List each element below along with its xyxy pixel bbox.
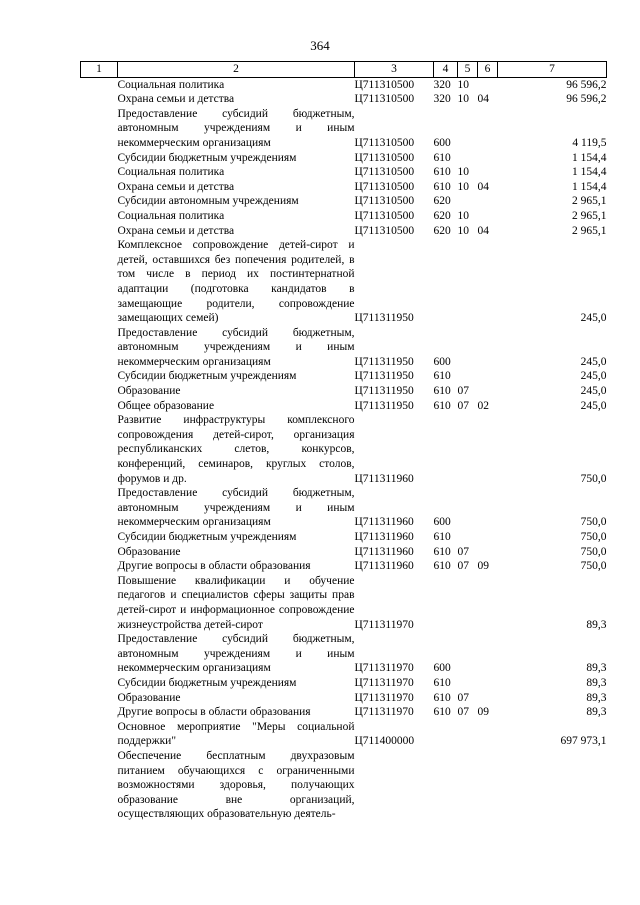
target-code-cell: Ц711310500 — [354, 151, 415, 164]
amount-cell: 89,3 — [586, 618, 607, 631]
row-number-cell — [81, 691, 118, 706]
target-code-cell: Ц711311960 — [354, 560, 414, 573]
amount-cell: 2 965,1 — [572, 195, 607, 208]
item-name-cell: Предоставление субсидий бюджетным, автономным учреждениям и иным некоммерческим организациям — [117, 326, 355, 368]
expense-group-cell: 320 — [433, 93, 451, 106]
section-cell — [458, 720, 478, 749]
target-code-cell: Ц711311950 — [354, 399, 414, 412]
target-code-cell: Ц711310500 — [354, 195, 415, 208]
row-number-cell — [81, 151, 118, 166]
table-row — [81, 399, 607, 414]
target-code-cell: Ц711311950 — [354, 355, 414, 368]
subsection-cell — [478, 486, 498, 530]
section-cell: 07 — [457, 706, 469, 719]
column-header: 5 — [458, 62, 478, 78]
item-name-cell: Предоставление субсидий бюджетным, автономным учреждениям и иным некоммерческим организациям — [117, 487, 355, 529]
amount-cell: 2 965,1 — [572, 224, 607, 237]
expense-group-cell: 620 — [433, 195, 451, 208]
target-code-cell: Ц711311960 — [354, 516, 414, 529]
table-row — [81, 209, 607, 224]
column-header: 4 — [434, 62, 458, 78]
amount-cell — [498, 749, 607, 822]
subsection-cell — [478, 151, 498, 166]
row-number-cell — [81, 720, 118, 749]
target-code-cell: Ц711400000 — [354, 735, 415, 748]
item-name-cell: Субсидии бюджетным учреждениям — [117, 676, 297, 689]
amount-cell: 1 154,4 — [572, 151, 607, 164]
section-cell: 07 — [457, 399, 469, 412]
item-name-cell: Обеспечение бесплатным двухразовым питанием обучающихся с ограниченными возможностями здоровья, получающих образование вне организаций, осуществляющих образовательную деятель- — [117, 749, 355, 821]
row-number-cell — [81, 705, 118, 720]
column-header: 6 — [478, 62, 498, 78]
amount-cell: 89,3 — [586, 706, 607, 719]
expense-group-cell: 600 — [433, 662, 451, 675]
row-number-cell — [81, 238, 118, 326]
item-name-cell: Субсидии бюджетным учреждениям — [117, 531, 297, 543]
section-cell: 10 — [457, 224, 469, 237]
amount-cell: 245,0 — [580, 312, 607, 325]
expense-group-cell: 610 — [433, 560, 451, 573]
target-code-cell: Ц711311950 — [354, 385, 414, 398]
item-name-cell: Социальная политика — [117, 78, 225, 91]
target-code-cell: Ц711310500 — [354, 180, 415, 193]
row-number-cell — [81, 77, 118, 92]
budget-table — [80, 61, 607, 822]
table-row — [81, 676, 607, 691]
section-cell: 10 — [457, 78, 469, 91]
expense-group-cell: 600 — [433, 516, 451, 529]
target-code-cell: Ц711311950 — [354, 370, 414, 383]
row-number-cell — [81, 486, 118, 530]
subsection-cell: 09 — [477, 560, 489, 573]
amount-cell: 89,3 — [586, 676, 607, 689]
subsection-cell — [478, 369, 498, 384]
table-row — [81, 691, 607, 706]
row-number-cell — [81, 574, 118, 632]
row-number-cell — [81, 676, 118, 691]
expense-group-cell: 610 — [433, 706, 451, 719]
amount-cell: 89,3 — [586, 662, 607, 675]
expense-group-cell: 610 — [433, 370, 451, 383]
table-row — [81, 749, 607, 822]
column-header: 1 — [81, 62, 118, 78]
amount-cell: 245,0 — [580, 355, 607, 368]
item-name-cell: Субсидии бюджетным учреждениям — [117, 151, 297, 164]
expense-group-cell: 610 — [433, 180, 451, 193]
expense-group-cell — [434, 574, 458, 632]
table-row — [81, 326, 607, 370]
item-name-cell: Социальная политика — [117, 209, 225, 222]
item-name-cell: Комплексное сопровождение детей-сирот и детей, оставшихся без попечения родителей, в том числе в период их постинтернатной адаптации (подготовка кандидатов в замещающие родители, сопровождение замещающих семей) — [117, 239, 355, 325]
subsection-cell — [478, 676, 498, 691]
expense-group-cell — [434, 720, 458, 749]
subsection-cell: 09 — [477, 706, 489, 719]
table-header-row — [81, 62, 607, 78]
row-number-cell — [81, 632, 118, 676]
amount-cell: 697 973,1 — [560, 735, 607, 748]
target-code-cell: Ц711310500 — [354, 209, 415, 222]
target-code-cell: Ц711311970 — [354, 662, 414, 675]
amount-cell: 245,0 — [580, 370, 607, 383]
expense-group-cell: 610 — [433, 166, 451, 179]
table-row — [81, 559, 607, 574]
item-name-cell: Социальная политика — [117, 166, 225, 179]
amount-cell: 750,0 — [580, 531, 607, 543]
table-row — [81, 180, 607, 195]
table-row — [81, 194, 607, 209]
table-row — [81, 165, 607, 180]
expense-group-cell: 620 — [433, 224, 451, 237]
amount-cell: 96 596,2 — [566, 93, 607, 106]
item-name-cell: Охрана семьи и детства — [117, 224, 235, 237]
row-number-cell — [81, 107, 118, 151]
section-cell — [458, 413, 478, 486]
row-number-cell — [81, 384, 118, 399]
item-name-cell: Основное мероприятие "Меры социальной поддержки" — [117, 720, 355, 748]
row-number-cell — [81, 399, 118, 414]
row-number-cell — [81, 165, 118, 180]
expense-group-cell: 620 — [433, 209, 451, 222]
table-row — [81, 530, 607, 545]
section-cell: 07 — [457, 545, 469, 558]
subsection-cell — [478, 209, 498, 224]
row-number-cell — [81, 326, 118, 370]
subsection-cell: 04 — [477, 180, 489, 193]
page-number: 364 — [310, 38, 330, 53]
amount-cell: 4 119,5 — [572, 136, 607, 149]
expense-group-cell: 610 — [433, 676, 451, 689]
amount-cell: 1 154,4 — [572, 180, 607, 193]
target-code-cell: Ц711311970 — [354, 618, 414, 631]
amount-cell: 245,0 — [580, 399, 607, 412]
section-cell: 10 — [457, 166, 469, 179]
row-number-cell — [81, 180, 118, 195]
section-cell: 07 — [457, 560, 469, 573]
section-cell — [458, 151, 478, 166]
item-name-cell: Охрана семьи и детства — [117, 93, 235, 106]
subsection-cell — [478, 749, 498, 822]
section-cell: 07 — [457, 691, 469, 704]
item-name-cell: Образование — [117, 691, 181, 704]
subsection-cell: 02 — [477, 399, 489, 412]
row-number-cell — [81, 545, 118, 560]
amount-cell: 96 596,2 — [566, 78, 607, 91]
item-name-cell: Повышение квалификации и обучение педагогов и специалистов сферы защиты прав детей-сирот и информационное сопровождение жизнеустройства детей-сирот — [117, 574, 355, 631]
subsection-cell — [478, 574, 498, 632]
expense-group-cell — [434, 413, 458, 486]
table-row — [81, 238, 607, 326]
section-cell: 10 — [457, 180, 469, 193]
row-number-cell — [81, 413, 118, 486]
subsection-cell — [478, 107, 498, 151]
item-name-cell: Охрана семьи и детства — [117, 180, 235, 193]
target-code-cell: Ц711310500 — [354, 136, 415, 149]
expense-group-cell: 610 — [433, 151, 451, 164]
target-code-cell: Ц711311970 — [354, 691, 414, 704]
target-code-cell: Ц711311960 — [354, 545, 414, 558]
target-code-cell: Ц711311950 — [354, 312, 414, 325]
table-row — [81, 486, 607, 530]
amount-cell: 245,0 — [580, 385, 607, 398]
item-name-cell: Предоставление субсидий бюджетным, автономным учреждениям и иным некоммерческим организациям — [117, 107, 355, 149]
amount-cell: 2 965,1 — [572, 209, 607, 222]
section-cell — [458, 486, 478, 530]
subsection-cell — [478, 545, 498, 560]
row-number-cell — [81, 369, 118, 384]
table-row — [81, 632, 607, 676]
expense-group-cell: 610 — [433, 385, 451, 398]
table-row — [81, 720, 607, 749]
expense-group-cell: 610 — [433, 531, 451, 543]
section-cell — [458, 369, 478, 384]
section-cell — [458, 238, 478, 326]
item-name-cell: Образование — [117, 545, 181, 558]
row-number-cell — [81, 224, 118, 239]
subsection-cell — [478, 413, 498, 486]
row-number-cell — [81, 559, 118, 574]
item-name-cell: Другие вопросы в области образования — [117, 560, 311, 573]
subsection-cell: 04 — [477, 224, 489, 237]
expense-group-cell: 600 — [433, 136, 451, 149]
table-row — [81, 107, 607, 151]
subsection-cell — [478, 530, 498, 545]
amount-cell: 89,3 — [586, 691, 607, 704]
section-cell — [458, 107, 478, 151]
amount-cell: 750,0 — [580, 516, 607, 529]
table-body — [81, 77, 607, 822]
section-cell — [458, 676, 478, 691]
row-number-cell — [81, 209, 118, 224]
table-row — [81, 92, 607, 107]
target-code-cell: Ц711310500 — [354, 224, 415, 237]
table-row — [81, 77, 607, 92]
expense-group-cell: 610 — [433, 691, 451, 704]
table-row — [81, 574, 607, 632]
subsection-cell — [478, 165, 498, 180]
subsection-cell — [478, 326, 498, 370]
expense-group-cell: 610 — [433, 545, 451, 558]
table-row — [81, 705, 607, 720]
expense-group-cell: 320 — [433, 78, 451, 91]
amount-cell: 750,0 — [580, 560, 607, 573]
target-code-cell: Ц711311970 — [354, 706, 414, 719]
target-code-cell — [355, 749, 434, 822]
subsection-cell — [478, 238, 498, 326]
target-code-cell: Ц711310500 — [354, 93, 415, 106]
expense-group-cell — [434, 238, 458, 326]
row-number-cell — [81, 92, 118, 107]
subsection-cell — [478, 194, 498, 209]
table-row — [81, 224, 607, 239]
section-cell: 07 — [457, 385, 469, 398]
table-row — [81, 384, 607, 399]
subsection-cell — [478, 77, 498, 92]
subsection-cell — [478, 384, 498, 399]
item-name-cell: Субсидии автономным учреждениям — [117, 195, 299, 208]
expense-group-cell: 600 — [433, 355, 451, 368]
section-cell: 10 — [457, 93, 469, 106]
section-cell — [458, 749, 478, 822]
column-header: 3 — [355, 62, 434, 78]
table-row — [81, 413, 607, 486]
target-code-cell: Ц711311960 — [354, 472, 414, 485]
section-cell — [458, 326, 478, 370]
table-row — [81, 545, 607, 560]
item-name-cell: Общее образование — [117, 399, 215, 412]
target-code-cell: Ц711310500 — [354, 78, 415, 91]
subsection-cell — [478, 632, 498, 676]
item-name-cell: Образование — [117, 385, 181, 398]
table-row — [81, 369, 607, 384]
item-name-cell: Предоставление субсидий бюджетным, автономным учреждениям и иным некоммерческим организациям — [117, 633, 355, 675]
row-number-cell — [81, 194, 118, 209]
section-cell — [458, 574, 478, 632]
expense-group-cell: 610 — [433, 399, 451, 412]
expense-group-cell — [434, 749, 458, 822]
target-code-cell: Ц711310500 — [354, 166, 415, 179]
subsection-cell — [478, 720, 498, 749]
section-cell: 10 — [457, 209, 469, 222]
column-header: 2 — [118, 62, 355, 78]
item-name-cell: Развитие инфраструктуры комплексного сопровождения детей-сирот, организация республиканских слетов, конкурсов, конференций, семинаров, круглых столов, форумов и др. — [117, 414, 355, 485]
column-header: 7 — [498, 62, 607, 78]
amount-cell: 1 154,4 — [572, 166, 607, 179]
table-row — [81, 151, 607, 166]
target-code-cell: Ц711311960 — [354, 531, 414, 543]
item-name-cell: Другие вопросы в области образования — [117, 706, 311, 719]
target-code-cell: Ц711311970 — [354, 676, 414, 689]
subsection-cell — [478, 691, 498, 706]
row-number-cell — [81, 749, 118, 822]
subsection-cell: 04 — [477, 93, 489, 106]
section-cell — [458, 194, 478, 209]
row-number-cell — [81, 530, 118, 545]
item-name-cell: Субсидии бюджетным учреждениям — [117, 370, 297, 383]
amount-cell: 750,0 — [580, 472, 607, 485]
section-cell — [458, 632, 478, 676]
amount-cell: 750,0 — [580, 545, 607, 558]
section-cell — [458, 530, 478, 545]
